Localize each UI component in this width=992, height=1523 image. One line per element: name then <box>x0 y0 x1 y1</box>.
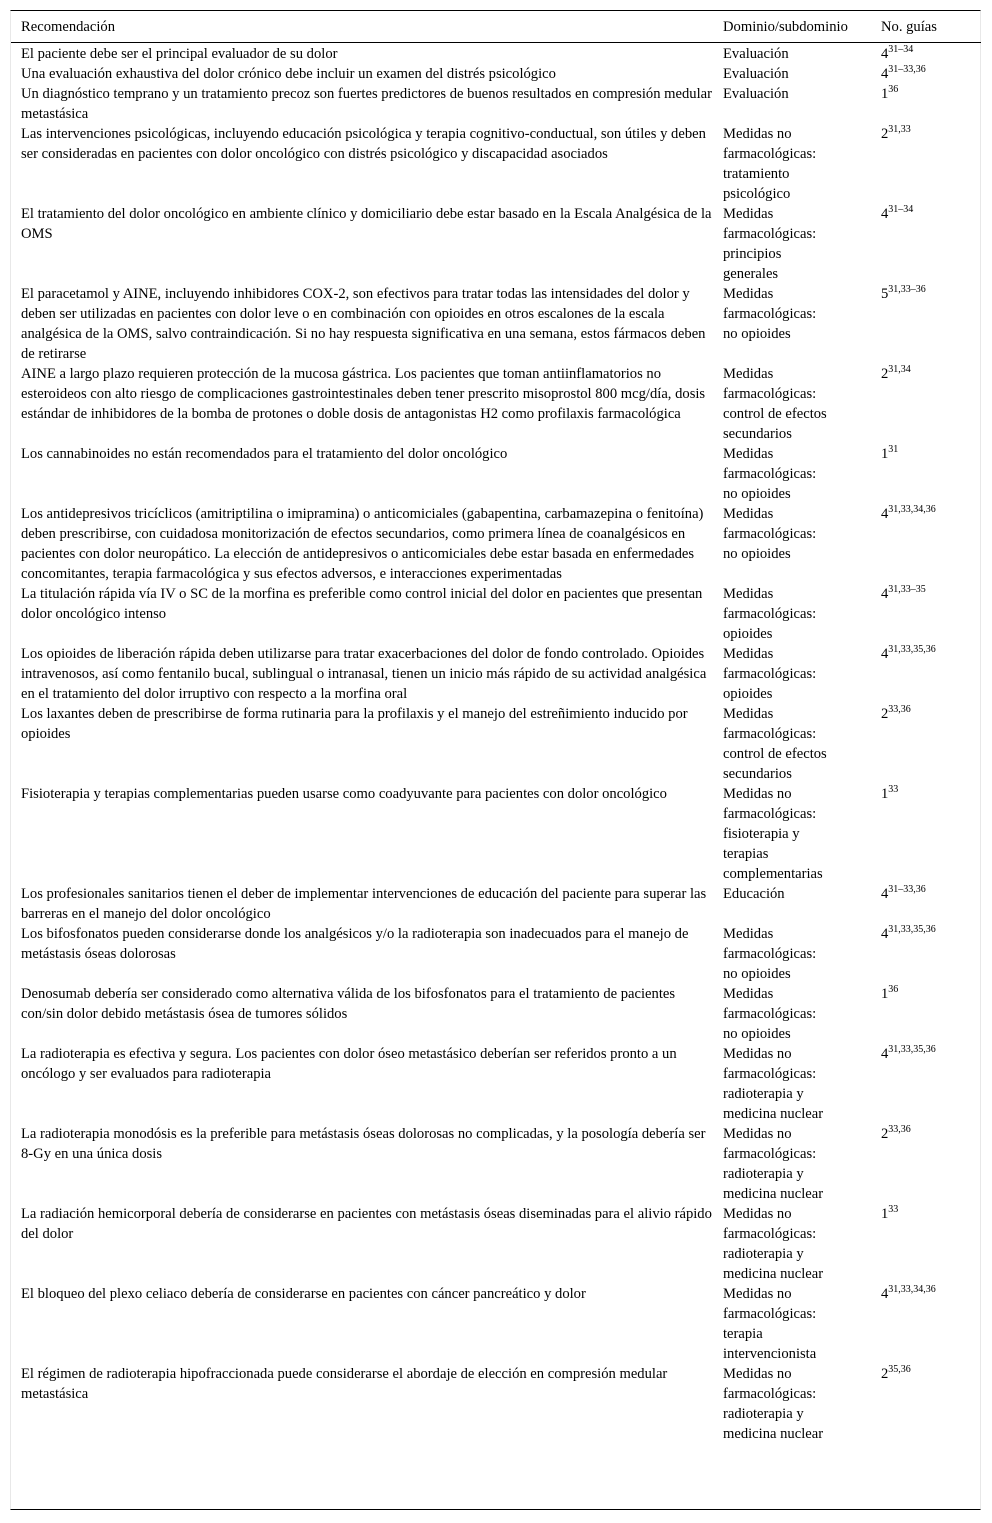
domain-line: no opioides <box>723 326 791 342</box>
reference-superscript: 31–33,36 <box>888 64 926 76</box>
guide-count: 2 <box>881 1366 889 1382</box>
table-row <box>11 924 981 984</box>
guide-count: 4 <box>881 1286 889 1302</box>
domain-line: intervencionista <box>723 1346 817 1362</box>
domain-line: farmacológicas: <box>723 466 817 482</box>
reference-superscript: 31,33,34,36 <box>888 504 936 516</box>
domain-line: control de efectos <box>723 746 827 762</box>
reference-superscript: 36 <box>888 84 899 96</box>
table-row <box>11 1204 981 1284</box>
domain-line: no opioides <box>723 966 791 982</box>
domain-line: opioides <box>723 626 773 642</box>
guide-count-cell <box>871 1364 981 1444</box>
domain-cell <box>713 204 871 284</box>
recommendation-cell: El régimen de radioterapia hipofraccionada puede considerarse el abordaje de elección en compresión medular metastásica <box>21 1366 668 1402</box>
table-row <box>11 644 981 704</box>
domain-cell <box>713 584 871 644</box>
domain-line: farmacológicas: <box>723 1386 817 1402</box>
guide-count: 2 <box>881 366 889 382</box>
domain-line: no opioides <box>723 546 791 562</box>
domain-cell <box>713 1204 871 1284</box>
recommendation-cell: La radioterapia es efectiva y segura. Los pacientes con dolor óseo metastásico deberían ser referidos pronto a un oncólogo y ser evaluados para radioterapia <box>21 1046 677 1082</box>
domain-cell <box>713 1284 871 1364</box>
domain-line: farmacológicas: <box>723 306 817 322</box>
guide-count-cell <box>871 204 981 284</box>
domain-line: Evaluación <box>723 46 789 62</box>
domain-line: Medidas <box>723 506 774 522</box>
recommendation-cell: Los profesionales sanitarios tienen el deber de implementar intervenciones de educación del paciente para superar las barreras en el manejo del dolor oncológico <box>21 886 707 922</box>
table-row <box>11 1124 981 1204</box>
recommendation-cell: Una evaluación exhaustiva del dolor crónico debe incluir un examen del distrés psicológico <box>21 66 556 82</box>
domain-cell <box>713 504 871 584</box>
domain-cell <box>713 924 871 984</box>
recommendation-cell: Las intervenciones psicológicas, incluyendo educación psicológica y terapia cognitivo-conductual, son útiles y deben ser consideradas en pacientes con dolor oncológico con distrés psicológico y discapacidad asociados <box>21 126 706 162</box>
reference-superscript: 31 <box>888 444 899 456</box>
recommendation-cell: Los laxantes deben de prescribirse de forma rutinaria para la profilaxis y el manejo del estreñimiento inducido por opioides <box>21 706 688 742</box>
guide-count-cell <box>871 43 981 65</box>
domain-line: terapia <box>723 1326 763 1342</box>
recommendation-cell: La radiación hemicorporal debería de considerarse en pacientes con metástasis óseas diseminadas para el alivio rápido del dolor <box>21 1206 712 1242</box>
guide-count: 4 <box>881 1046 889 1062</box>
reference-superscript: 31,33,35,36 <box>888 924 936 936</box>
recommendation-cell: Fisioterapia y terapias complementarias pueden usarse como coadyuvante para pacientes con dolor oncológico <box>21 786 667 802</box>
domain-line: Medidas <box>723 286 774 302</box>
domain-cell <box>713 1124 871 1204</box>
domain-line: radioterapia y <box>723 1406 804 1422</box>
domain-line: Evaluación <box>723 86 789 102</box>
domain-line: Medidas <box>723 706 774 722</box>
domain-line: Medidas no <box>723 786 792 802</box>
recommendations-table <box>11 12 981 1444</box>
domain-line: complementarias <box>723 866 823 882</box>
domain-line: generales <box>723 266 779 282</box>
guide-count-cell <box>871 84 981 124</box>
reference-superscript: 31,34 <box>888 364 911 376</box>
recommendation-cell: Los cannabinoides no están recomendados para el tratamiento del dolor oncológico <box>21 446 508 462</box>
guide-count: 2 <box>881 1126 889 1142</box>
domain-line: tratamiento <box>723 166 790 182</box>
recommendation-cell: La titulación rápida vía IV o SC de la morfina es preferible como control inicial del dolor en pacientes que presentan dolor oncológico intenso <box>21 586 703 622</box>
reference-superscript: 35,36 <box>888 1364 911 1376</box>
domain-line: Medidas no <box>723 1366 792 1382</box>
domain-cell <box>713 1044 871 1124</box>
domain-cell <box>713 1364 871 1444</box>
domain-line: Medidas no <box>723 1206 792 1222</box>
domain-line: farmacológicas: <box>723 146 817 162</box>
guide-count-cell <box>871 884 981 924</box>
recommendation-cell: El tratamiento del dolor oncológico en ambiente clínico y domiciliario debe estar basado en la Escala Analgésica de la OMS <box>21 206 712 242</box>
domain-cell <box>713 84 871 124</box>
guide-count-cell <box>871 784 981 884</box>
reference-superscript: 31–33,36 <box>888 884 926 896</box>
reference-superscript: 31,33 <box>888 124 911 136</box>
guide-count-cell <box>871 364 981 444</box>
table-row <box>11 784 981 884</box>
table-row <box>11 64 981 84</box>
domain-line: radioterapia y <box>723 1246 804 1262</box>
domain-line: opioides <box>723 686 773 702</box>
table-row <box>11 364 981 444</box>
reference-superscript: 33,36 <box>888 704 911 716</box>
domain-line: Medidas no <box>723 1046 792 1062</box>
guide-count-cell <box>871 1204 981 1284</box>
recommendation-cell: Un diagnóstico temprano y un tratamiento precoz son fuertes predictores de buenos resultados en compresión medular metastásica <box>21 86 712 122</box>
guide-count-cell <box>871 1124 981 1204</box>
domain-line: Medidas <box>723 646 774 662</box>
guide-count: 4 <box>881 506 889 522</box>
recommendation-cell: El bloqueo del plexo celiaco debería de considerarse en pacientes con cáncer pancreático y dolor <box>21 1286 586 1302</box>
domain-line: Medidas no <box>723 126 792 142</box>
domain-line: medicina nuclear <box>723 1106 824 1122</box>
domain-line: radioterapia y <box>723 1086 804 1102</box>
table-row <box>11 124 981 204</box>
table-header-row <box>11 12 981 43</box>
reference-superscript: 33,36 <box>888 1124 911 1136</box>
table-row <box>11 84 981 124</box>
reference-superscript: 31–34 <box>888 44 914 56</box>
table-row <box>11 43 981 65</box>
domain-cell <box>713 284 871 364</box>
guide-count: 4 <box>881 586 889 602</box>
domain-line: farmacológicas: <box>723 1226 817 1242</box>
domain-line: Medidas no <box>723 1286 792 1302</box>
domain-cell <box>713 444 871 504</box>
guide-count-cell <box>871 644 981 704</box>
table-row <box>11 444 981 504</box>
guide-count: 4 <box>881 206 889 222</box>
guide-count-cell <box>871 124 981 204</box>
table-row <box>11 204 981 284</box>
domain-cell <box>713 644 871 704</box>
table-row <box>11 284 981 364</box>
guide-count: 5 <box>881 286 889 302</box>
domain-line: Medidas <box>723 926 774 942</box>
table-row <box>11 504 981 584</box>
guide-count: 1 <box>881 446 889 462</box>
guide-count-cell <box>871 984 981 1044</box>
reference-superscript: 31–34 <box>888 204 914 216</box>
guide-count: 2 <box>881 126 889 142</box>
reference-superscript: 36 <box>888 984 899 996</box>
table-row <box>11 1364 981 1444</box>
guide-count: 1 <box>881 786 889 802</box>
reference-superscript: 33 <box>888 784 899 796</box>
domain-line: farmacológicas: <box>723 226 817 242</box>
header-recomendacion: Recomendación <box>11 12 713 43</box>
recommendation-cell: Los antidepresivos tricíclicos (amitriptilina o imipramina) o anticomiciales (gabapentina, carbamazepina o fenitoína) deben prescribirse, con cuidadosa monitorización de efectos secundarios, como primera línea de coanalgésicos en pacientes con dolor neuropático. La elección de antidepresivos o anticomiciales debe estar basada en enfermedades concomitantes, terapia farmacológica y sus efectos adversos, e interacciones experimentadas <box>21 506 704 582</box>
domain-line: farmacológicas: <box>723 1146 817 1162</box>
domain-line: farmacológicas: <box>723 1006 817 1022</box>
domain-line: farmacológicas: <box>723 806 817 822</box>
guide-count-cell <box>871 284 981 364</box>
domain-line: Medidas <box>723 586 774 602</box>
domain-line: Evaluación <box>723 66 789 82</box>
domain-cell <box>713 704 871 784</box>
domain-cell <box>713 884 871 924</box>
domain-line: farmacológicas: <box>723 1306 817 1322</box>
guide-count: 4 <box>881 46 889 62</box>
recommendation-cell: AINE a largo plazo requieren protección de la mucosa gástrica. Los pacientes que toman antiinflamatorios no esteroideos con alto riesgo de complicaciones gastrointestinales deben tener prescrito misoprostol 800 mcg/día, dosis estándar de inhibidores de la bomba de protones o doble dosis de antagonistas H2 como profilaxis farmacológica <box>21 366 706 422</box>
guide-count-cell <box>871 924 981 984</box>
recommendation-cell: El paciente debe ser el principal evaluador de su dolor <box>21 46 338 62</box>
domain-line: Medidas <box>723 446 774 462</box>
domain-line: farmacológicas: <box>723 1066 817 1082</box>
recommendation-cell: La radioterapia monodósis es la preferible para metástasis óseas dolorosas no complicadas, y la posología debería ser 8-Gy en una única dosis <box>21 1126 706 1162</box>
domain-line: radioterapia y <box>723 1166 804 1182</box>
domain-line: farmacológicas: <box>723 946 817 962</box>
domain-line: no opioides <box>723 1026 791 1042</box>
domain-line: Medidas no <box>723 1126 792 1142</box>
table-row <box>11 1284 981 1364</box>
domain-line: Medidas <box>723 366 774 382</box>
reference-superscript: 31,33–36 <box>888 284 926 296</box>
reference-superscript: 31,33,35,36 <box>888 644 936 656</box>
domain-line: no opioides <box>723 486 791 502</box>
domain-line: secundarios <box>723 766 792 782</box>
domain-cell <box>713 984 871 1044</box>
guide-count-cell <box>871 1284 981 1364</box>
table-row <box>11 884 981 924</box>
domain-line: farmacológicas: <box>723 606 817 622</box>
domain-line: terapias <box>723 846 769 862</box>
domain-cell <box>713 784 871 884</box>
guide-count: 4 <box>881 886 889 902</box>
reference-superscript: 31,33–35 <box>888 584 926 596</box>
domain-cell <box>713 43 871 65</box>
table-row <box>11 984 981 1044</box>
table-row <box>11 1044 981 1124</box>
domain-cell <box>713 124 871 204</box>
domain-line: medicina nuclear <box>723 1186 824 1202</box>
domain-line: farmacológicas: <box>723 666 817 682</box>
reference-superscript: 33 <box>888 1204 899 1216</box>
domain-cell <box>713 64 871 84</box>
domain-line: farmacológicas: <box>723 526 817 542</box>
table-row <box>11 584 981 644</box>
guide-count: 4 <box>881 66 889 82</box>
domain-line: farmacológicas: <box>723 386 817 402</box>
reference-superscript: 31,33,34,36 <box>888 1284 936 1296</box>
guide-count: 4 <box>881 646 889 662</box>
guide-count-cell <box>871 584 981 644</box>
header-no-guias: No. guías <box>871 12 981 43</box>
domain-line: principios <box>723 246 782 262</box>
recommendation-cell: Los bifosfonatos pueden considerarse donde los analgésicos y/o la radioterapia son inadecuados para el manejo de metástasis óseas dolorosas <box>21 926 689 962</box>
guide-count: 4 <box>881 926 889 942</box>
guide-count-cell <box>871 704 981 784</box>
recommendation-cell: Denosumab debería ser considerado como alternativa válida de los bifosfonatos para el tratamiento de pacientes con/sin dolor debido metástasis ósea de tumores sólidos <box>21 986 676 1022</box>
domain-line: medicina nuclear <box>723 1266 824 1282</box>
table-row <box>11 704 981 784</box>
domain-cell <box>713 364 871 444</box>
guide-count: 1 <box>881 986 889 1002</box>
recommendation-cell: Los opioides de liberación rápida deben utilizarse para tratar exacerbaciones del dolor de fondo controlado. Opioides intravenosos, así como fentanilo bucal, sublingual o intranasal, tienen un inicio más rápido de su actividad analgésica en el tratamiento del dolor irruptivo con respecto a la morfina oral <box>21 646 707 702</box>
domain-line: Medidas <box>723 986 774 1002</box>
header-dominio: Dominio/subdominio <box>713 12 871 43</box>
guide-count-cell <box>871 444 981 504</box>
domain-line: medicina nuclear <box>723 1426 824 1442</box>
domain-line: farmacológicas: <box>723 726 817 742</box>
recommendation-cell: El paracetamol y AINE, incluyendo inhibidores COX-2, son efectivos para tratar todas las intensidades del dolor y deben ser utilizadas en pacientes con dolor leve o en combinación con opioides en otros escalones de la escala analgésica de la OMS, salvo contraindicación. Si no hay respuesta significativa en una semana, estos fármacos deben de retirarse <box>21 286 706 362</box>
guide-count-cell <box>871 1044 981 1124</box>
guide-count-cell <box>871 64 981 84</box>
guide-count: 1 <box>881 1206 889 1222</box>
domain-line: control de efectos <box>723 406 827 422</box>
domain-line: fisioterapia y <box>723 826 800 842</box>
guide-count: 2 <box>881 706 889 722</box>
domain-line: Medidas <box>723 206 774 222</box>
guide-count-cell <box>871 504 981 584</box>
domain-line: secundarios <box>723 426 792 442</box>
reference-superscript: 31,33,35,36 <box>888 1044 936 1056</box>
guide-count: 1 <box>881 86 889 102</box>
domain-line: Educación <box>723 886 785 902</box>
domain-line: psicológico <box>723 186 791 202</box>
